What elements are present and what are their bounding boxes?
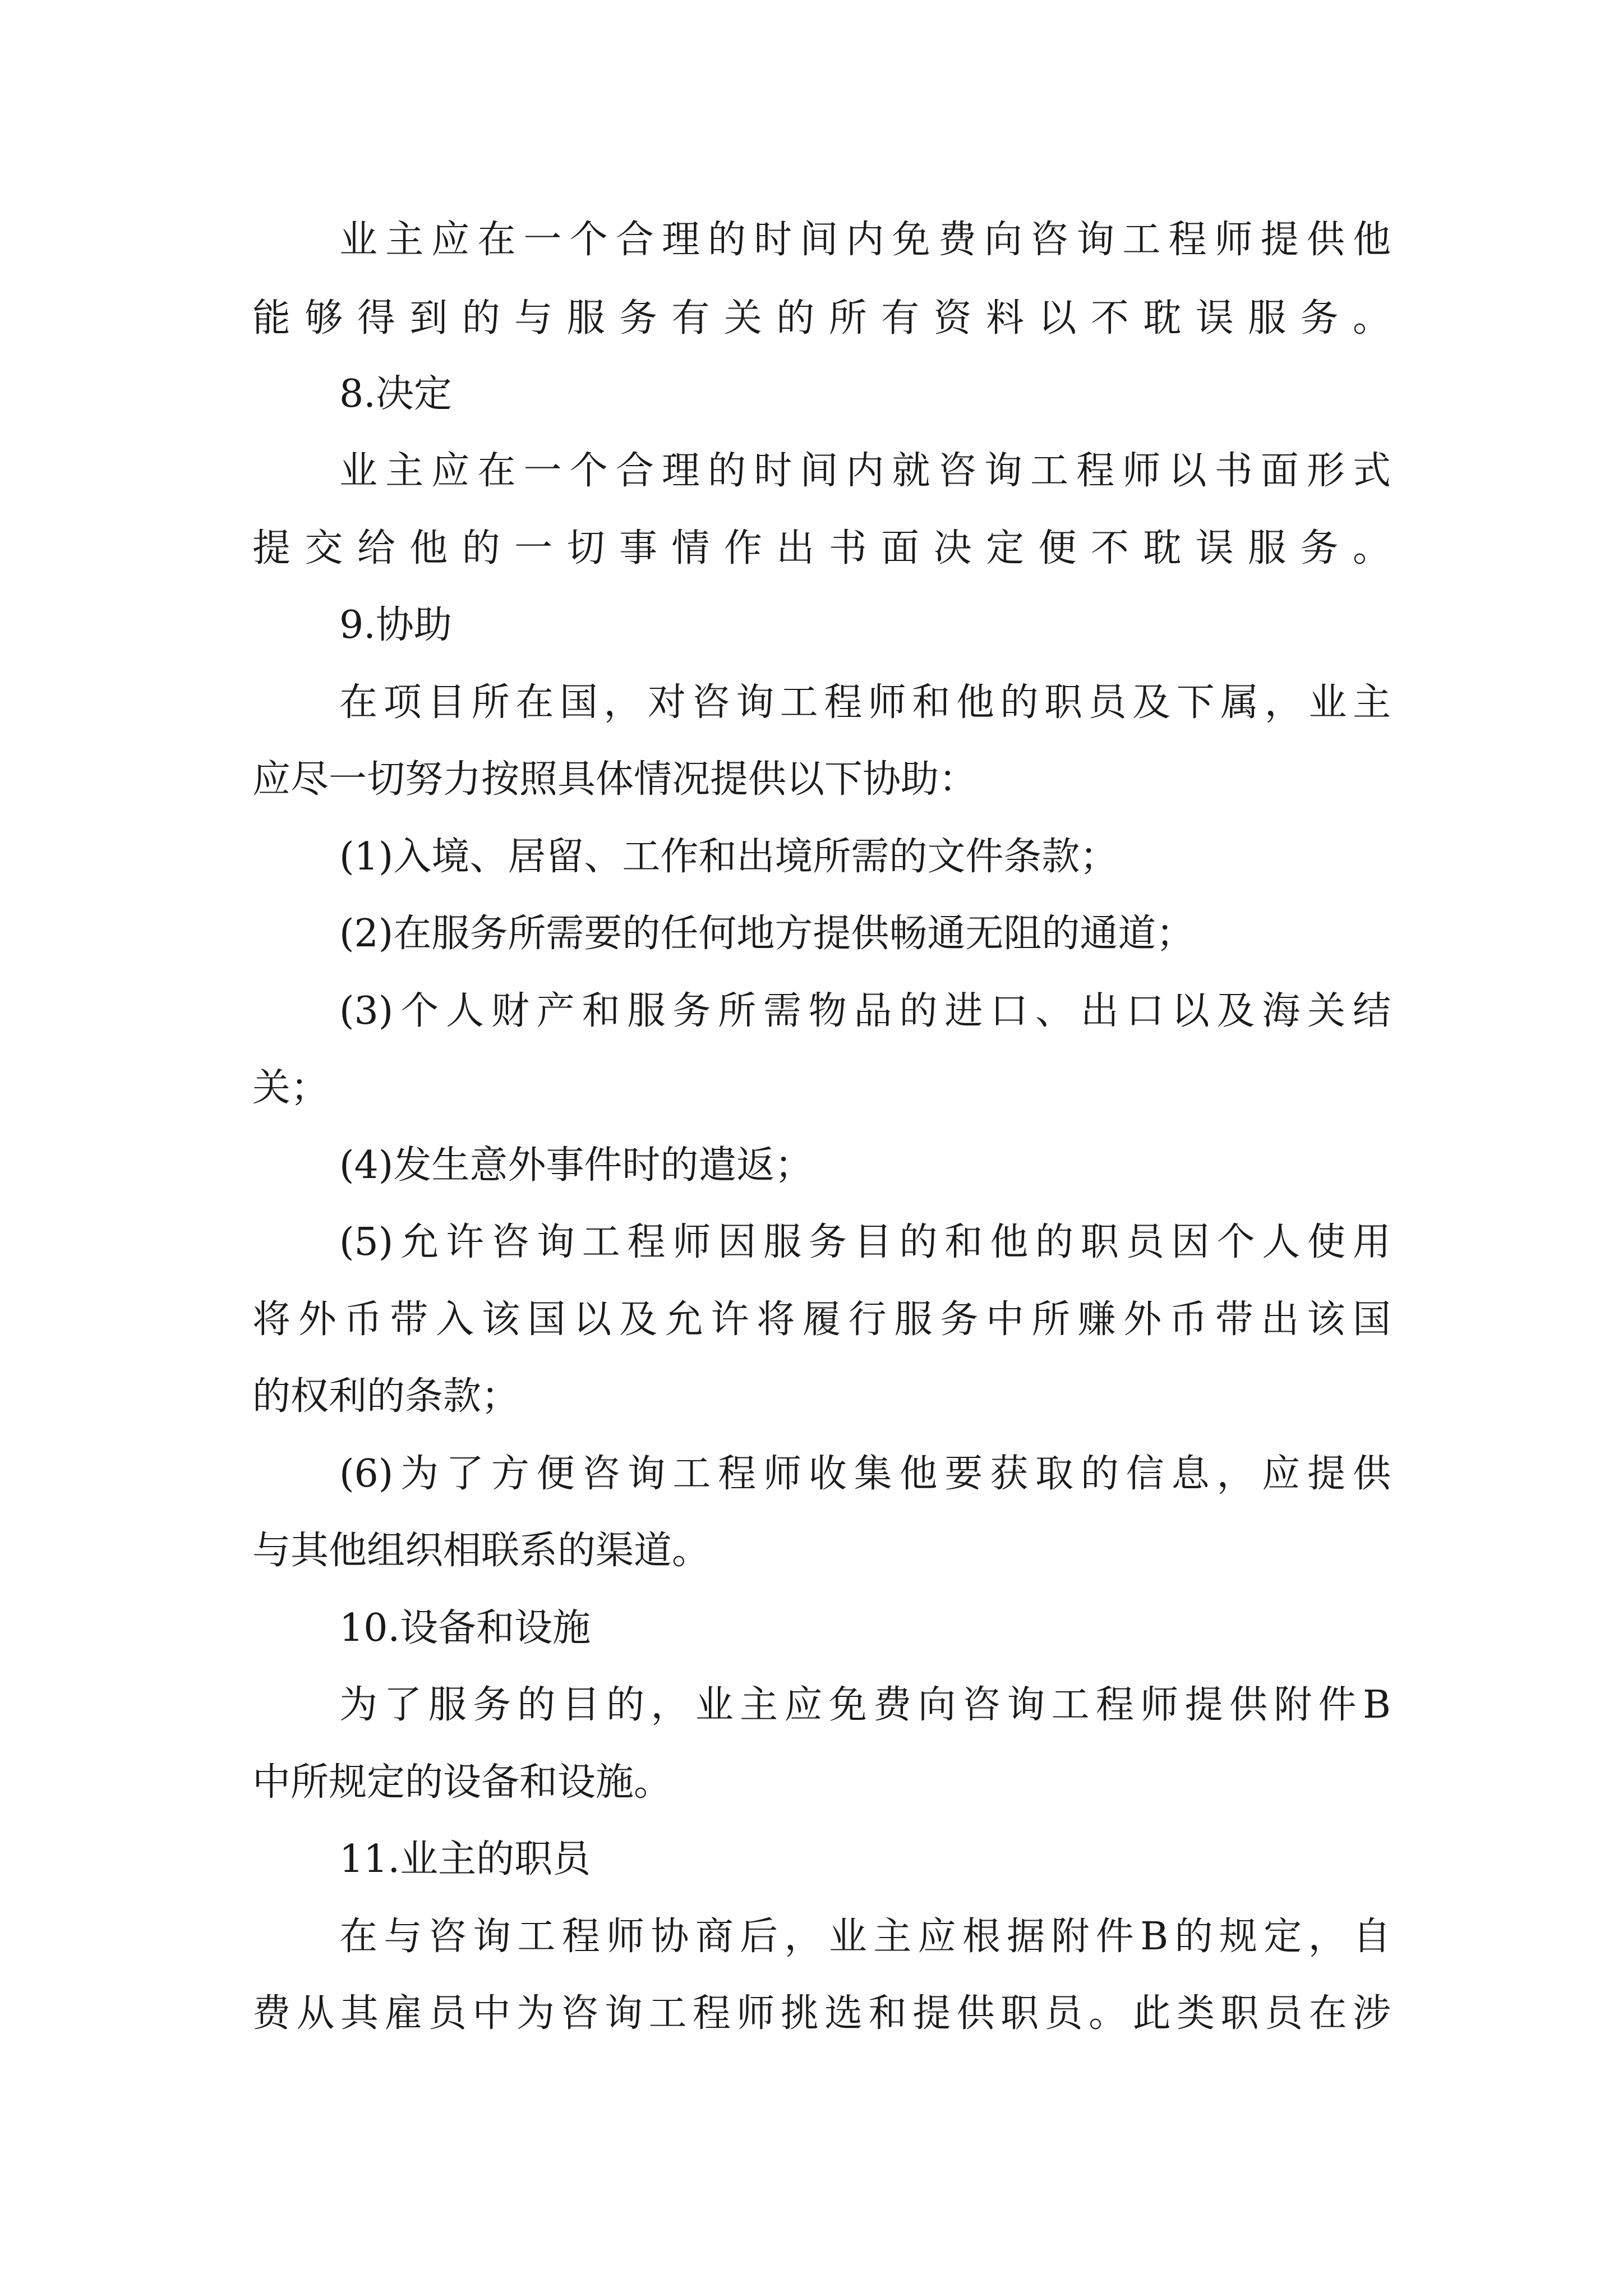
paragraph-line: 关； <box>252 1066 329 1110</box>
paragraph-line: 应尽一切努力按照具体情况提供以下协助： <box>252 757 978 802</box>
paragraph-line: 将外币带入该国以及允许将履行服务中所赚外币带出该国 <box>252 1297 1391 1342</box>
section-heading: 10.设备和设施 <box>339 1606 591 1650</box>
paragraph-line: 能够得到的与服务有关的所有资料以不耽误服务。 <box>252 296 1391 341</box>
paragraph-line: 业主应在一个合理的时间内免费向咨询工程师提供他 <box>339 218 1391 262</box>
paragraph-line: 在项目所在国，对咨询工程师和他的职员及下属，业主 <box>339 680 1391 725</box>
list-item: (1)入境、居留、工作和出境所需的文件条款； <box>339 835 1118 879</box>
list-item: (3)个人财产和服务所需物品的进口、出口以及海关结 <box>339 989 1391 1033</box>
list-item: (6)为了方便咨询工程师收集他要获取的信息，应提供 <box>339 1452 1391 1496</box>
list-item: (4)发生意外事件时的遣返； <box>339 1143 813 1188</box>
paragraph-line: 在与咨询工程师协商后，业主应根据附件B的规定，自 <box>339 1915 1391 1959</box>
paragraph-line: 业主应在一个合理的时间内就咨询工程师以书面形式 <box>339 449 1391 493</box>
paragraph-line: 费从其雇员中为咨询工程师挑选和提供职员。此类职员在涉 <box>252 1991 1391 2036</box>
list-item: (5)允许咨询工程师因服务目的和他的职员因个人使用 <box>339 1220 1391 1264</box>
paragraph-line: 的权利的条款； <box>252 1374 520 1419</box>
section-heading: 8.决定 <box>339 372 452 416</box>
section-heading: 11.业主的职员 <box>339 1837 591 1881</box>
paragraph-line: 中所规定的设备和设施。 <box>252 1760 672 1805</box>
list-item: (2)在服务所需要的任何地方提供畅通无阻的通道； <box>339 912 1195 956</box>
paragraph-line: 提交给他的一切事情作出书面决定便不耽误服务。 <box>252 526 1391 570</box>
paragraph-line: 与其他组织相联系的渠道。 <box>252 1529 711 1573</box>
section-heading: 9.协助 <box>339 603 452 647</box>
paragraph-line: 为了服务的目的，业主应免费向咨询工程师提供附件B <box>339 1683 1391 1727</box>
